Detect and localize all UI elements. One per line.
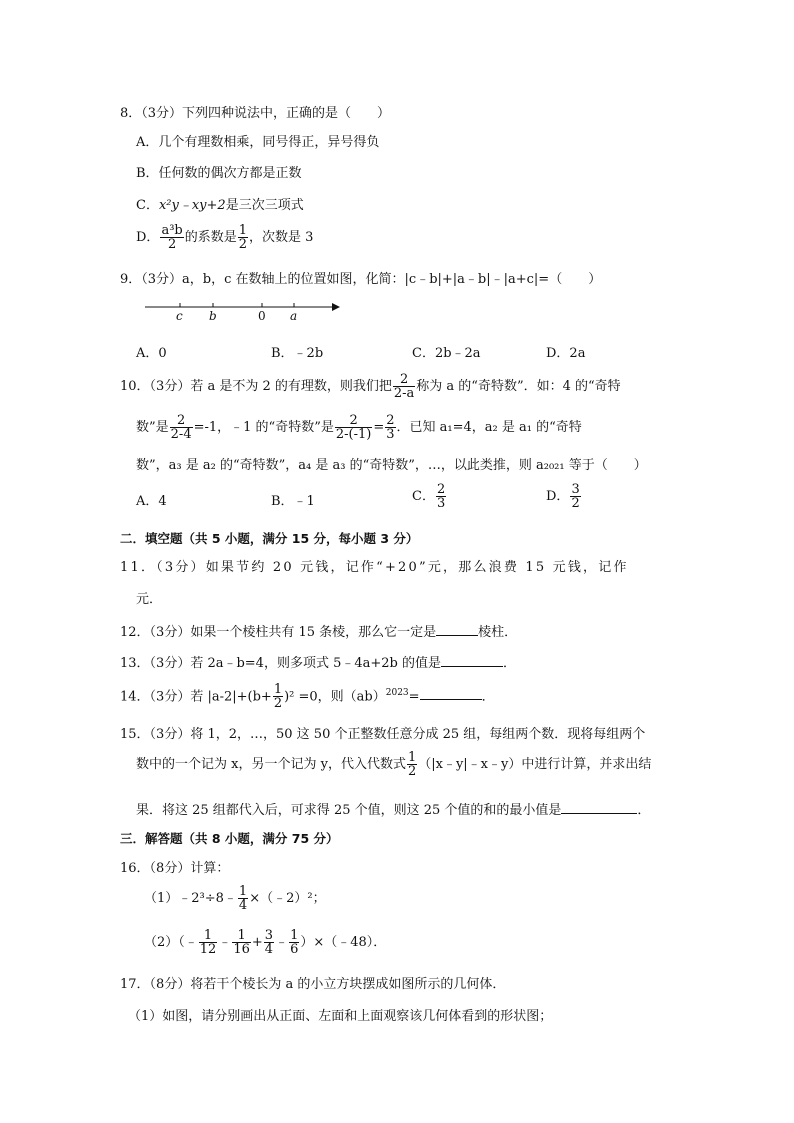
q16-p2-op3: ﹣	[275, 935, 289, 950]
q15-num: 1	[407, 750, 417, 765]
q12-pre: 12．（3分）如果一个棱柱共有 15 条棱，那么它一定是	[120, 625, 437, 640]
section-3-heading: 三．解答题（共 8 小题，满分 75 分）	[120, 831, 339, 846]
q8-d-coef-num: 1	[238, 223, 248, 238]
q14-pre: 14．（3分）若 |a-2|+(b+	[120, 689, 272, 705]
q14-eq: =	[408, 689, 420, 705]
q10-def-den: 2-a	[393, 386, 415, 401]
q14-den: 2	[273, 696, 283, 712]
q13	[120, 654, 516, 673]
q17-part-1: （1）如图，请分别画出从正面、左面和上面观察该几何体看到的形状图；	[128, 1009, 553, 1024]
q9-option-b: B．﹣2b	[271, 346, 324, 361]
q15-line-2	[136, 750, 651, 780]
q9-option-c: C．2b﹣2a	[412, 346, 481, 361]
q9-option-d: D．2a	[546, 346, 586, 361]
q10-c-pre: C．	[412, 489, 435, 504]
q10-c-den: 3	[436, 496, 446, 511]
q15-l2-post: （|x﹣y|﹣x﹣y）中进行计算，并求出结	[418, 757, 652, 772]
q15-fraction	[407, 751, 417, 778]
q16-p2-f3-den: 4	[264, 942, 274, 957]
q15-l3-post: ．	[637, 803, 651, 818]
q11-line-2: 元．	[136, 592, 163, 607]
q15-line-1: 15．（3分）将 1，2，…，50 这 50 个正整数任意分成 25 组，每组两个数．现将每组两个	[120, 727, 646, 742]
q10-l2-mid: =-1，﹣1 的“奇特数”是	[193, 420, 334, 435]
q15-l3-pre: 果．将这 25 组都代入后，可求得 25 个值，则这 25 个值的和的最小值是	[136, 803, 562, 818]
q8-c-suffix: 是三次三项式	[225, 198, 304, 213]
q11-line-1: 11．（3分）如果节约 20 元钱，记作“+20”元，那么浪费 15 元钱，记作	[120, 560, 629, 575]
q8-d-denominator: 2	[167, 237, 177, 252]
q10-option-b: B．﹣1	[271, 494, 315, 509]
q10-ex2-num: 2	[335, 414, 372, 428]
q16-p2-op2: +	[251, 935, 263, 950]
section-2-heading: 二．填空题（共 5 小题，满分 15 分，每小题 3 分）	[120, 531, 419, 546]
q10-ex1-num: 2	[170, 414, 193, 428]
q16-p2-f4-den: 6	[290, 942, 299, 957]
q9-option-a: A．0	[136, 346, 167, 361]
q16-p2-f4-num: 1	[290, 928, 299, 943]
q14-answer-blank[interactable]	[420, 687, 482, 700]
q8-d-coef-den: 2	[238, 237, 248, 252]
q10-l2-eq: =	[373, 420, 385, 435]
q13-answer-blank[interactable]	[441, 654, 503, 667]
q16-p2-f1-den: 12	[199, 942, 217, 957]
q8-option-b: B．任何数的偶次方都是正数	[136, 166, 302, 181]
q16-p2-f3-num: 3	[264, 928, 274, 943]
q10-d-pre: D．	[546, 489, 570, 504]
q9-stem: 9．（3分）a，b，c 在数轴上的位置如图，化简：|c﹣b|+|a﹣b|﹣|a+c|=（ ）	[120, 272, 602, 287]
q16-p1-den: 4	[238, 898, 248, 913]
q14-post: ．	[481, 689, 495, 705]
q16-p2-f4	[289, 929, 299, 956]
q16-p2-f1-num: 1	[199, 929, 218, 943]
q16-part-1	[144, 884, 326, 914]
q14-mid: )² =0，则（ab）	[284, 689, 386, 705]
q16-p1-fraction	[238, 885, 248, 912]
q10-c-num: 2	[436, 482, 446, 497]
number-line-arrow-icon	[332, 303, 340, 311]
q10-ex2-den: 2-(-1)	[335, 427, 372, 442]
q8-d-numerator: a³b	[161, 223, 183, 238]
q10-l2-post: ．已知 a₁=4，a₂ 是 a₁ 的“奇特	[396, 420, 582, 435]
q10-option-c	[412, 482, 447, 512]
q8-d-mid: 的系数是	[184, 230, 237, 245]
q17-stem: 17．（8分）将若干个棱长为 a 的小立方块摆成如图所示的几何体．	[120, 977, 506, 992]
q10-ex1-fraction	[170, 414, 193, 441]
q16-p2-f2-num: 1	[232, 929, 251, 943]
q16-p1-pre: （1）﹣2³÷8﹣	[144, 891, 237, 906]
q10-option-d	[546, 482, 582, 512]
q10-line-2	[136, 413, 582, 443]
q10-def-fraction	[393, 373, 415, 400]
q8-d-coef-fraction	[238, 224, 248, 251]
q15-l2-pre: 数中的一个记为 x，另一个记为 y，代入代数式	[136, 757, 406, 772]
axis-label-0: 0	[258, 309, 266, 323]
number-line-figure	[140, 296, 350, 326]
axis-label-b: b	[209, 309, 217, 323]
q12-post: 棱柱．	[478, 625, 518, 640]
q10-line-1	[120, 372, 621, 402]
q10-l1-post: 称为 a 的“奇特数”．如：4 的“奇特	[416, 379, 621, 394]
q16-p2-f2-den: 16	[233, 942, 250, 957]
q8-d-suffix: ，次数是 3	[249, 230, 314, 245]
q8-option-c	[136, 197, 304, 215]
q10-d-den: 2	[571, 496, 580, 511]
q15-line-3	[136, 801, 650, 820]
axis-label-a: a	[290, 309, 298, 323]
q10-l1-pre: 10．（3分）若 a 是不为 2 的有理数，则我们把	[120, 379, 392, 394]
q16-p2-post: ）×（﹣48）．	[300, 935, 387, 950]
q12-answer-blank[interactable]	[436, 623, 478, 636]
q13-pre: 13．（3分）若 2a﹣b=4，则多项式 5﹣4a+2b 的值是	[120, 656, 441, 671]
q8-d-prefix: D．	[136, 230, 160, 245]
q10-def-num: 2	[393, 373, 415, 387]
q14	[120, 678, 495, 712]
q16-p2-f1	[199, 929, 218, 956]
q10-d-fraction	[570, 483, 580, 510]
q12	[120, 623, 517, 642]
q15-den: 2	[407, 764, 417, 779]
q16-p1-post: ×（﹣2）²；	[249, 891, 326, 906]
q10-ex3-den: 3	[386, 427, 395, 442]
q8-stem: 8．（3分）下列四种说法中，正确的是（ ）	[120, 106, 391, 121]
q10-d-num: 3	[571, 482, 580, 497]
q14-fraction	[273, 683, 283, 710]
q16-p2-pre: （2）（﹣	[144, 935, 198, 950]
q8-c-expression: x²y﹣xy+2	[158, 198, 226, 213]
q8-d-fraction	[160, 224, 183, 251]
q10-c-fraction	[436, 483, 446, 510]
q16-p1-num: 1	[238, 884, 248, 899]
q16-p2-op1: ﹣	[218, 935, 232, 950]
axis-label-c: c	[176, 309, 183, 323]
q8-option-d	[136, 224, 313, 252]
q8-option-a: A．几个有理数相乘，同号得正，异号得负	[136, 135, 380, 150]
q10-ex1-den: 2-4	[170, 427, 192, 442]
q15-answer-blank[interactable]	[561, 801, 637, 814]
q16-p2-f2	[232, 929, 251, 956]
q14-exponent: 2023	[385, 688, 409, 698]
q16-part-2	[144, 928, 386, 958]
q10-option-a: A．4	[136, 494, 167, 509]
q10-ex3-num: 2	[386, 413, 395, 428]
q10-line-3: 数”，a₃ 是 a₂ 的“奇特数”，a₄ 是 a₃ 的“奇特数”，…，以此类推，则 a₂₀₂₁ 等于（ ）	[136, 458, 647, 473]
q13-post: ．	[503, 656, 517, 671]
q8-c-prefix: C．	[136, 198, 159, 213]
q10-ex2-fraction	[335, 414, 372, 441]
q10-l2-pre: 数”是	[136, 420, 169, 435]
q14-num: 1	[273, 682, 283, 698]
q16-stem: 16．（8分）计算：	[120, 861, 230, 876]
q16-p2-f3	[264, 929, 274, 956]
q10-ex3-fraction	[385, 414, 395, 441]
